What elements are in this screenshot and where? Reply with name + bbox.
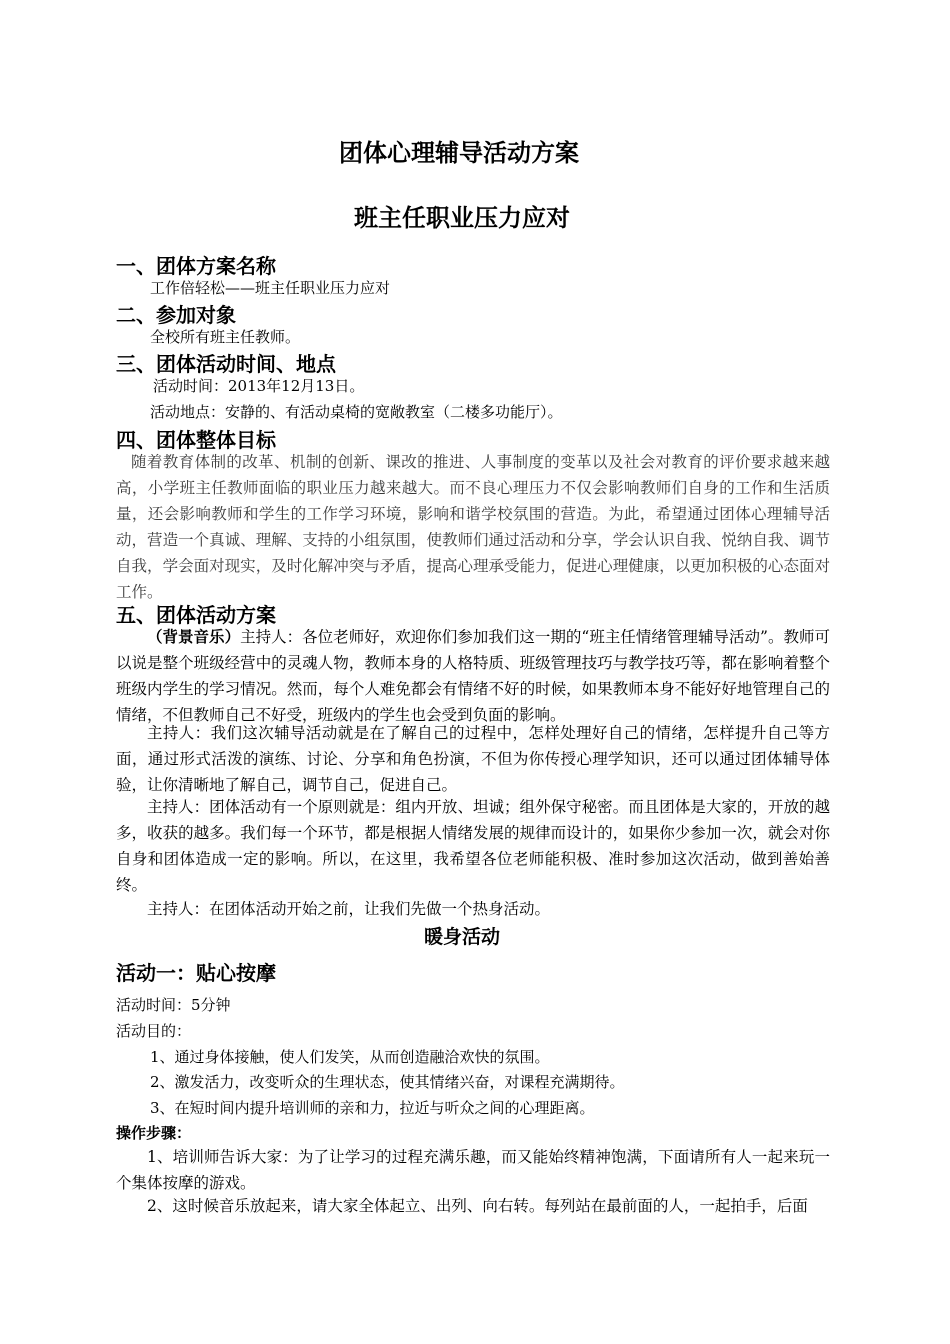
step-1-paragraph: 1、培训师告诉大家：为了让学习的过程充满乐趣，而又能始终精神饱满，下面请所有人一起来玩一个集体按摩的游戏。: [116, 1148, 830, 1192]
activity-one-title: 活动一：贴心按摩: [116, 961, 276, 985]
host-paragraph-2: 主持人：我们这次辅导活动就是在了解自己的过程中，怎样处理好自己的情绪，怎样提升自己等方面，通过形式活泼的演练、讨论、分享和角色扮演，不但为你传授心理学知识，还可以通过团体辅导体验，让你清晰地了解自己，调节自己，促进自己。: [116, 724, 830, 794]
activity-one-purpose-label: 活动目的：: [116, 1022, 192, 1040]
host-paragraph-1-text: 主持人：各位老师好，欢迎你们参加我们这一期的“班主任情绪管理辅导活动”。教师可以说是整个班级经营中的灵魂人物，教师本身的人格特质、班级管理技巧与教学技巧等，都在影响着整个班级内学生的学习情况。然而，每个人难免都会有情绪不好的时候，如果教师本身不能好好地管理自己的情绪，不但教师自己不好受，班级内的学生也会受到负面的影响。: [116, 628, 830, 724]
host-paragraph-4: 主持人：在团体活动开始之前，让我们先做一个热身活动。: [147, 900, 551, 918]
step-2-paragraph: 2、这时候音乐放起来，请大家全体起立、出列、向右转。每列站在最前面的人，一起拍手，后面: [147, 1197, 808, 1215]
section-heading-4: 四、团体整体目标: [116, 428, 276, 452]
activity-time-text: 活动时间：2013年12月13日。: [153, 377, 365, 395]
section-heading-1: 一、团体方案名称: [116, 254, 276, 278]
purpose-item-1: 1、通过身体接触，使人们发笑，从而创造融洽欢快的氛围。: [150, 1048, 550, 1066]
participants-text: 全校所有班主任教师。: [150, 328, 301, 346]
purpose-item-3: 3、在短时间内提升培训师的亲和力，拉近与听众之间的心理距离。: [150, 1099, 595, 1117]
overall-goal-paragraph: 随着教育体制的改革、机制的创新、课改的推进、人事制度的变革以及社会对教育的评价要求越来越高，小学班主任教师面临的职业压力越来越大。而不良心理压力不仅会影响教师们自身的工作和生活质量，还会影响教师和学生的工作学习环境，影响和谐学校氛围的营造。为此，希望通过团体心理辅导活动，营造一个真诚、理解、支持的小组氛围，使教师们通过活动和分享，学会认识自我、悦纳自我、调节自我，学会面对现实，及时化解冲突与矛盾，提高心理承受能力，促进心理健康，以更加积极的心态面对工作。: [116, 453, 830, 601]
document-title: 团体心理辅导活动方案: [339, 139, 579, 167]
purpose-item-2: 2、激发活力，改变听众的生理状态，使其情绪兴奋，对课程充满期待。: [150, 1073, 625, 1091]
host-paragraph-3: 主持人：团体活动有一个原则就是：组内开放、坦诚；组外保守秘密。而且团体是大家的，开放的越多，收获的越多。我们每一个环节，都是根据人情绪发展的规律而设计的，如果你少参加一次，就会对你自身和团体造成一定的影响。所以，在这里，我希望各位老师能积极、准时参加这次活动，做到善始善终。: [116, 798, 830, 894]
host-paragraph-1: [116, 624, 830, 728]
background-music-note: （背景音乐）: [147, 627, 241, 646]
steps-label: 操作步骤：: [116, 1124, 192, 1142]
section-heading-5: 五、团体活动方案: [116, 603, 276, 627]
document-subtitle: 班主任职业压力应对: [354, 204, 570, 232]
activity-place-text: 活动地点：安静的、有活动桌椅的宽敞教室（二楼多功能厅）。: [150, 403, 563, 421]
activity-one-time: 活动时间：5分钟: [116, 996, 231, 1014]
scheme-name-text: 工作倍轻松——班主任职业压力应对: [150, 279, 391, 297]
warmup-heading: 暖身活动: [424, 926, 501, 948]
section-heading-2: 二、参加对象: [116, 303, 236, 327]
section-heading-3: 三、团体活动时间、地点: [116, 352, 336, 376]
